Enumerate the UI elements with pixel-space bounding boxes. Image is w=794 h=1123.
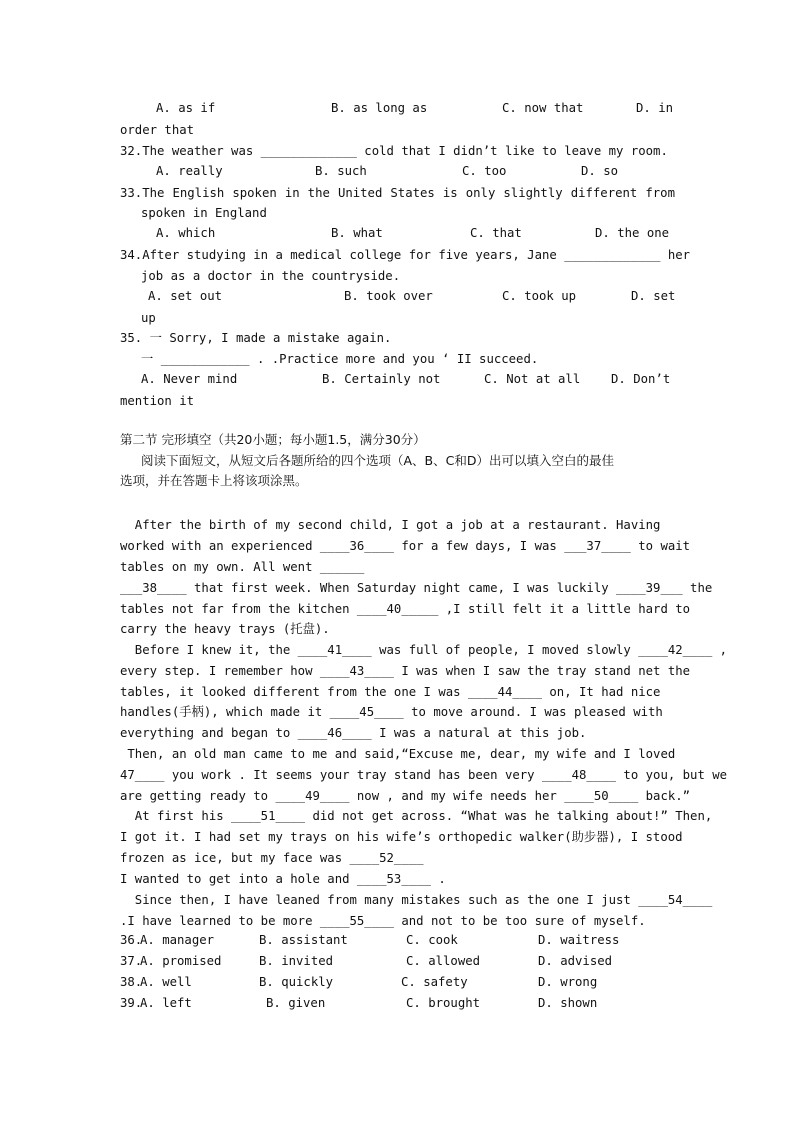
passage-line: .I have learned to be more ____55____ and not to be too sure of myself. [120,914,646,928]
answer-39-option-b: B. given [266,996,326,1010]
q34-option-b: B. took over [344,289,433,303]
passage-line: I wanted to get into a hole and ____53____ . [120,872,446,886]
q34-stem-line2: job as a doctor in the countryside. [141,269,401,283]
passage-line: Then, an old man came to me and said,“Excuse me, dear, my wife and I loved [120,747,676,761]
answer-37-option-a: A. promised [140,954,222,968]
answer-38-number: 38. [120,975,143,989]
passage-line: carry the heavy trays (托盘). [120,622,330,636]
passage-line: tables, it looked different from the one I was ____44____ on, It had nice [120,685,661,699]
passage-line: handles(手柄), which made it ____45____ to move around. I was pleased with [120,705,663,719]
answer-36-option-a: A. manager [140,933,215,947]
q31-option-d: D. in [636,101,674,115]
q35-stem-line2: 一 ____________ . .Practice more and you ‘ II succeed. [141,352,539,366]
q35-option-c: C. Not at all [484,372,581,386]
answer-38-option-a: A. well [140,975,192,989]
passage-line: everything and began to ____46____ I was a natural at this job. [120,726,587,740]
q33-stem-line1: 33.The English spoken in the United States is only slightly different from [120,186,675,200]
answer-36-option-b: B. assistant [259,933,348,947]
q34-option-c: C. took up [502,289,577,303]
q34-option-a: A. set out [148,289,223,303]
q32-option-a: A. really [156,164,223,178]
q34-option-d: D. set [631,289,676,303]
passage-line: frozen as ice, but my face was ____52____ [120,851,424,865]
answer-36-option-c: C. cook [406,933,458,947]
passage-line: Before I knew it, the ____41____ was full of people, I moved slowly ____42____ , [120,643,728,657]
q34-option-d-continued: up [141,311,156,325]
q35-option-d-continued: mention it [120,394,195,408]
passage-line: ___38____ that first week. When Saturday night came, I was luckily ____39___ the [120,581,713,595]
q32-option-c: C. too [462,164,507,178]
answer-36-number: 36. [120,933,143,947]
answer-37-option-c: C. allowed [406,954,481,968]
q32-option-b: B. such [315,164,367,178]
q31-option-d-continued: order that [120,123,195,137]
q33-option-a: A. which [156,226,216,240]
passage-line: every step. I remember how ____43____ I was when I saw the tray stand net the [120,664,691,678]
passage-line: 47____ you work . It seems your tray stand has been very ____48____ to you, but we [120,768,728,782]
section-instruction-line2: 选项，并在答题卡上将该项涂黑。 [120,473,308,488]
q32-option-d: D. so [581,164,619,178]
answer-39-option-c: C. brought [406,996,481,1010]
q33-option-b: B. what [331,226,383,240]
q35-option-d: D. Don’t [611,372,671,386]
q33-option-d: D. the one [595,226,670,240]
answer-38-option-d: D. wrong [538,975,598,989]
passage-line: I got it. I had set my trays on his wife’s orthopedic walker(助步器), I stood [120,830,683,844]
section-title: 第二节 完形填空（共20小题；每小题1.5，满分30分） [120,432,426,447]
answer-37-option-d: D. advised [538,954,613,968]
passage-line: tables on my own. All went ______ [120,560,365,574]
q33-option-c: C. that [470,226,522,240]
answer-38-option-c: C. safety [401,975,468,989]
passage-line: Since then, I have leaned from many mistakes such as the one I just ____54____ [120,893,713,907]
passage-line: After the birth of my second child, I got a job at a restaurant. Having [120,518,661,532]
answer-39-number: 39. [120,996,143,1010]
q31-option-c: C. now that [502,101,584,115]
passage-line: worked with an experienced ____36____ for a few days, I was ___37____ to wait [120,539,691,553]
q35-option-b: B. Certainly not [322,372,441,386]
answer-37-option-b: B. invited [259,954,334,968]
passage-line: tables not far from the kitchen ____40_____ ,I still felt it a little hard to [120,602,691,616]
section-instruction-line1: 阅读下面短文，从短文后各题所给的四个选项（A、B、C和D）出可以填入空白的最佳 [141,453,614,468]
passage-line: are getting ready to ____49____ now , and my wife needs her ____50____ back.” [120,789,691,803]
q35-option-a: A. Never mind [141,372,238,386]
q31-option-b: B. as long as [331,101,428,115]
q35-stem-line1: 35. 一 Sorry, I made a mistake again. [120,331,392,345]
answer-37-number: 37. [120,954,143,968]
q34-stem-line1: 34.After studying in a medical college for five years, Jane _____________ her [120,248,691,262]
answer-36-option-d: D. waitress [538,933,620,947]
q31-option-a: A. as if [156,101,216,115]
answer-39-option-d: D. shown [538,996,598,1010]
q32-stem: 32.The weather was _____________ cold that I didn’t like to leave my room. [120,144,668,158]
answer-38-option-b: B. quickly [259,975,334,989]
q33-stem-line2: spoken in England [141,206,267,220]
answer-39-option-a: A. left [140,996,192,1010]
passage-line: At first his ____51____ did not get across. “What was he talking about!” Then, [120,809,713,823]
